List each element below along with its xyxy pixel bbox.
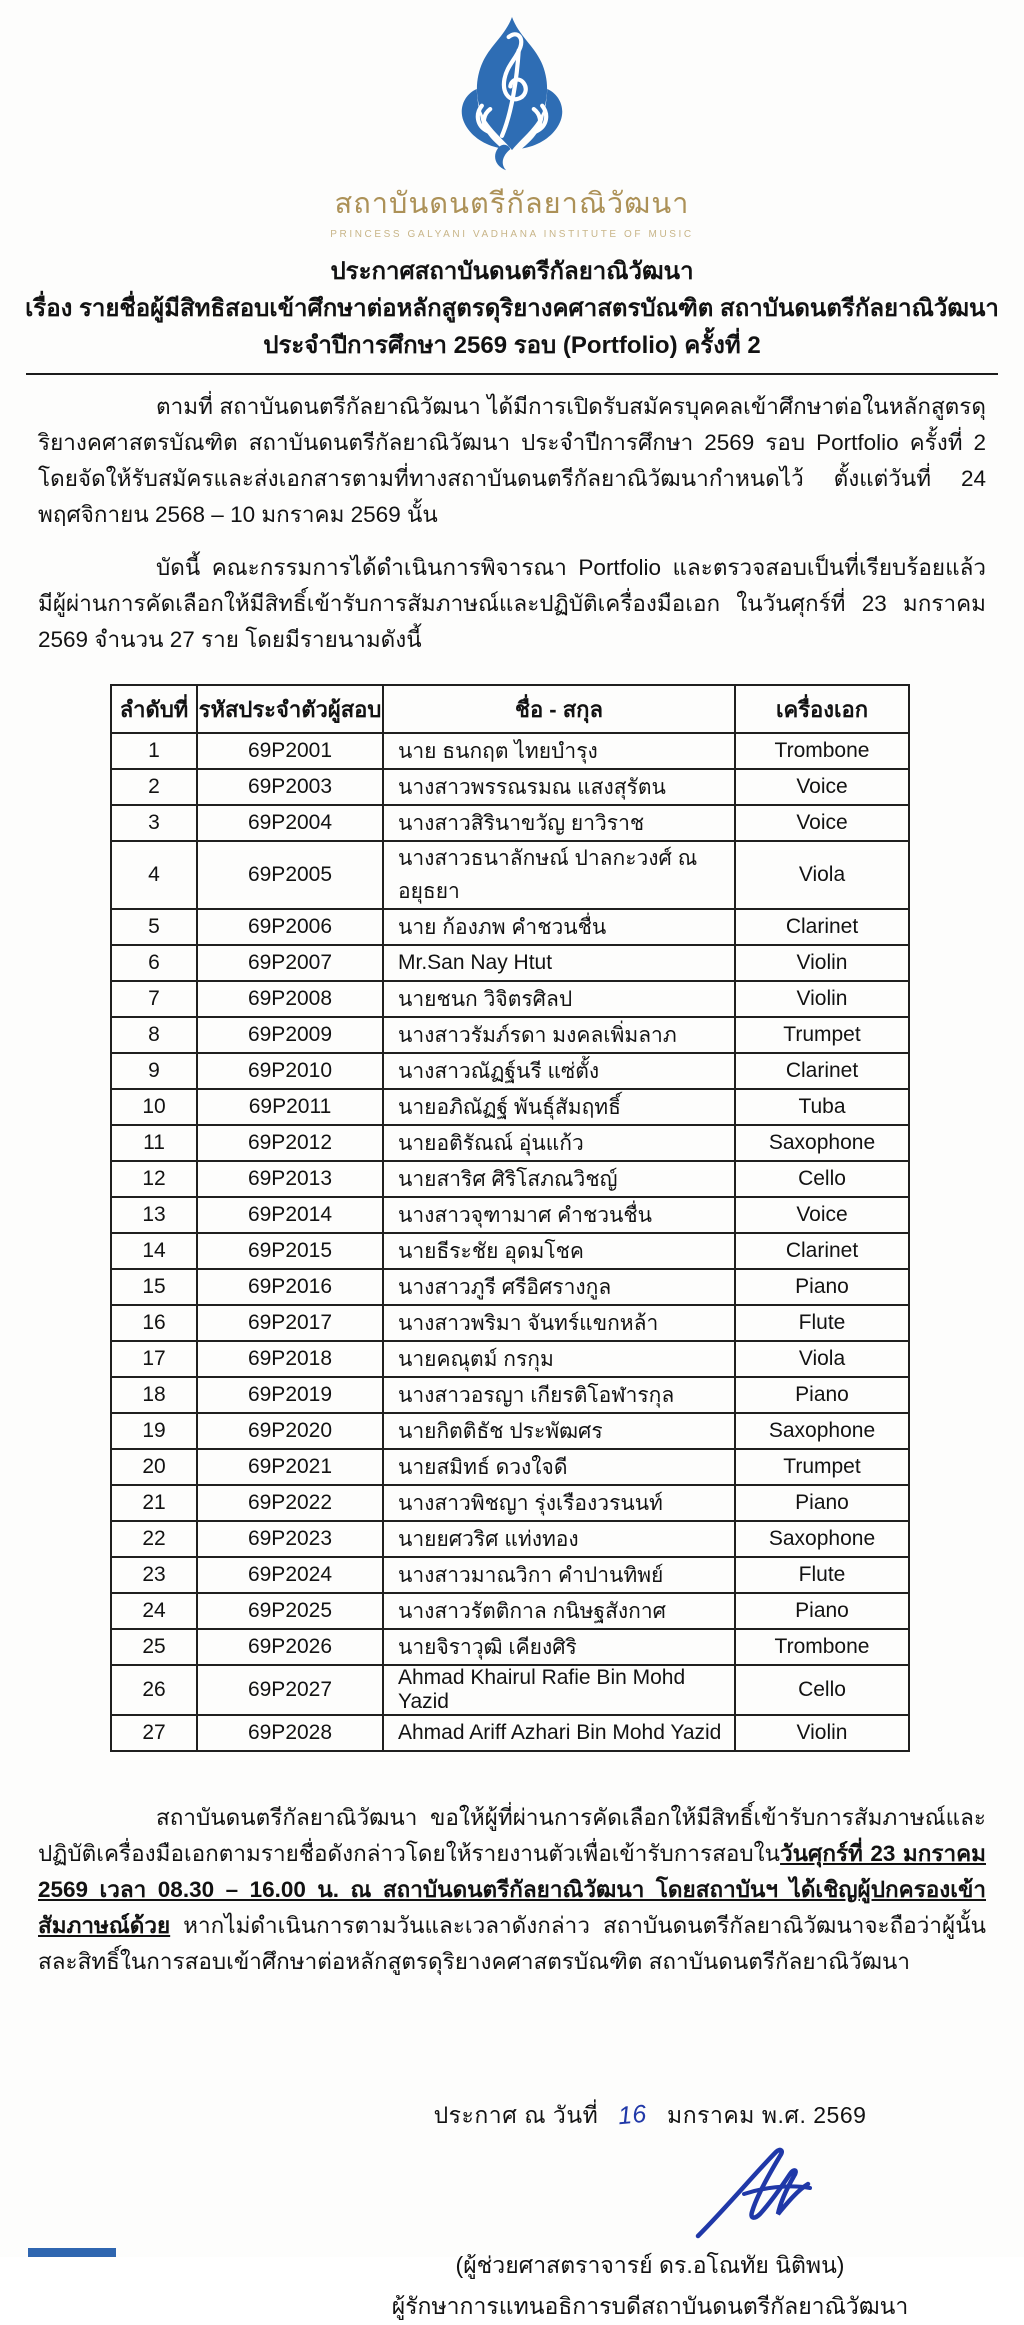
cell-name: นายชนก วิจิตรศิลป — [383, 981, 735, 1017]
cell-order: 3 — [111, 805, 197, 841]
cell-name: นายธีระชัย อุดมโชค — [383, 1233, 735, 1269]
cell-instrument: Violin — [735, 945, 909, 981]
cell-order: 2 — [111, 769, 197, 805]
table-row — [111, 1089, 909, 1125]
cell-exam-id: 69P2008 — [197, 981, 383, 1017]
table-row — [111, 981, 909, 1017]
cell-name: นายสาริศ ศิริโสภณวิชญ์ — [383, 1161, 735, 1197]
cell-instrument: Viola — [735, 1341, 909, 1377]
cell-order: 17 — [111, 1341, 197, 1377]
paragraph-result-text: บัดนี้ คณะกรรมการได้ดำเนินการพิจารณา Portfolio และตรวจสอบเป็นที่เรียบร้อยแล้ว มีผู้ผ่านการคัดเลือกให้มีสิทธิ์เข้ารับการสัมภาษณ์และปฏิบัติเครื่องมือเอก ในวันศุกร์ที่ 23 มกราคม 2569 จำนวน 27 ราย โดยมีรายนามดังนี้ — [38, 555, 986, 652]
cell-order: 7 — [111, 981, 197, 1017]
cell-exam-id: 69P2007 — [197, 945, 383, 981]
cell-exam-id: 69P2021 — [197, 1449, 383, 1485]
cell-order: 6 — [111, 945, 197, 981]
cell-order: 26 — [111, 1665, 197, 1715]
paragraph-result — [38, 550, 986, 658]
table-row — [111, 1233, 909, 1269]
cell-instrument: Trumpet — [735, 1017, 909, 1053]
table-row — [111, 1377, 909, 1413]
cell-name: นาย ธนกฤต ไทยบำรุง — [383, 733, 735, 769]
cell-exam-id: 69P2017 — [197, 1305, 383, 1341]
table-row — [111, 1449, 909, 1485]
table-row — [111, 1053, 909, 1089]
cell-instrument: Flute — [735, 1305, 909, 1341]
table-header-row — [111, 685, 909, 733]
cell-exam-id: 69P2009 — [197, 1017, 383, 1053]
table-row — [111, 1017, 909, 1053]
handwritten-day: 16 — [617, 2099, 649, 2131]
cell-instrument: Voice — [735, 769, 909, 805]
cell-order: 8 — [111, 1017, 197, 1053]
cell-exam-id: 69P2023 — [197, 1521, 383, 1557]
cell-name: นางสาวรัตติกาล กนิษฐสังกาศ — [383, 1593, 735, 1629]
table-row — [111, 1197, 909, 1233]
cell-order: 20 — [111, 1449, 197, 1485]
cell-name: Ahmad Ariff Azhari Bin Mohd Yazid — [383, 1715, 735, 1751]
col-header-instrument: เครื่องเอก — [735, 685, 909, 733]
cell-exam-id: 69P2020 — [197, 1413, 383, 1449]
table-row — [111, 1715, 909, 1751]
cell-instrument: Voice — [735, 1197, 909, 1233]
signature-block — [292, 2098, 1008, 2325]
cell-instrument: Trombone — [735, 1629, 909, 1665]
cell-order: 14 — [111, 1233, 197, 1269]
cell-name: นายคณุตม์ กรกุม — [383, 1341, 735, 1377]
announcement-round: ประจำปีการศึกษา 2569 รอบ (Portfolio) ครั้งที่ 2 — [263, 332, 761, 359]
col-header-exam-id: รหัสประจำตัวผู้สอบ — [197, 685, 383, 733]
cell-exam-id: 69P2015 — [197, 1233, 383, 1269]
cell-instrument: Saxophone — [735, 1413, 909, 1449]
announcement-subject: เรื่อง รายชื่อผู้มีสิทธิสอบเข้าศึกษาต่อหลักสูตรดุริยางคศาสตรบัณฑิต สถาบันดนตรีกัลยาณิวัฒนา — [25, 295, 999, 322]
table-row — [111, 733, 909, 769]
signature-ink-icon — [692, 2144, 842, 2240]
cell-exam-id: 69P2005 — [197, 841, 383, 909]
table-row — [111, 1485, 909, 1521]
paragraph-closing — [38, 1800, 986, 1980]
cell-name: นายกิตติธัช ประพัฒศร — [383, 1413, 735, 1449]
cell-name: Mr.San Nay Htut — [383, 945, 735, 981]
cell-exam-id: 69P2004 — [197, 805, 383, 841]
date-prefix: ประกาศ ณ วันที่ — [433, 2102, 599, 2128]
cell-order: 11 — [111, 1125, 197, 1161]
cell-name: นางสาวอรญา เกียรติโอฬารกุล — [383, 1377, 735, 1413]
cell-name: นายอภิณัฏฐ์ พันธุ์สัมฤทธิ์ — [383, 1089, 735, 1125]
col-header-name: ชื่อ - สกุล — [383, 685, 735, 733]
cell-instrument: Flute — [735, 1557, 909, 1593]
col-header-order: ลำดับที่ — [111, 685, 197, 733]
table-row — [111, 1665, 909, 1715]
cell-exam-id: 69P2016 — [197, 1269, 383, 1305]
cell-name: นางสาวธนาลักษณ์ ปาลกะวงศ์ ณ อยุธยา — [383, 841, 735, 909]
institute-name-thai: สถาบันดนตรีกัลยาณิวัฒนา — [334, 188, 690, 220]
cell-order: 15 — [111, 1269, 197, 1305]
cell-instrument: Cello — [735, 1665, 909, 1715]
cell-order: 9 — [111, 1053, 197, 1089]
cell-exam-id: 69P2019 — [197, 1377, 383, 1413]
cell-exam-id: 69P2012 — [197, 1125, 383, 1161]
table-row — [111, 1125, 909, 1161]
cell-order: 10 — [111, 1089, 197, 1125]
cell-exam-id: 69P2018 — [197, 1341, 383, 1377]
cell-name: นางสาวพริมา จันทร์แขกหล้า — [383, 1305, 735, 1341]
cell-order: 12 — [111, 1161, 197, 1197]
cell-instrument: Piano — [735, 1593, 909, 1629]
cell-order: 13 — [111, 1197, 197, 1233]
cell-exam-id: 69P2028 — [197, 1715, 383, 1751]
cell-order: 21 — [111, 1485, 197, 1521]
table-row — [111, 1305, 909, 1341]
date-suffix: มกราคม พ.ศ. 2569 — [667, 2102, 867, 2128]
cell-order: 23 — [111, 1557, 197, 1593]
document-title-block — [0, 253, 1024, 364]
cell-name: นายสมิทธ์ ดวงใจดี — [383, 1449, 735, 1485]
cell-name: นางสาวจุฑามาศ คำชวนชื่น — [383, 1197, 735, 1233]
cell-order: 27 — [111, 1715, 197, 1751]
cell-exam-id: 69P2022 — [197, 1485, 383, 1521]
table-row — [111, 1629, 909, 1665]
cell-order: 4 — [111, 841, 197, 909]
cell-instrument: Trombone — [735, 733, 909, 769]
cell-instrument: Piano — [735, 1269, 909, 1305]
table-row — [111, 1557, 909, 1593]
closing-text-2: หากไม่ดำเนินการตามวันและเวลาดังกล่าว สถาบันดนตรีกัลยาณิวัฒนาจะถือว่าผู้นั้นสละสิทธิ์ในการสอบเข้าศึกษาต่อหลักสูตรดุริยางคศาสตรบัณฑิต สถาบันดนตรีกัลยาณิวัฒนา — [38, 1913, 986, 1974]
bottom-left-blue-bar — [28, 2248, 116, 2257]
cell-order: 24 — [111, 1593, 197, 1629]
table-row — [111, 909, 909, 945]
table-row — [111, 805, 909, 841]
cell-name: นางสาวพิชญา รุ่งเรืองวรนนท์ — [383, 1485, 735, 1521]
cell-exam-id: 69P2006 — [197, 909, 383, 945]
table-row — [111, 1413, 909, 1449]
signatory-name: (ผู้ช่วยศาสตราจารย์ ดร.อโณทัย นิติพน) — [455, 2252, 845, 2278]
closing-text-1: สถาบันดนตรีกัลยาณิวัฒนา ขอให้ผู้ที่ผ่านการคัดเลือกให้มีสิทธิ์เข้ารับการสัมภาษณ์และปฏิบัติเครื่องมือเอกตามรายชื่อดังกล่าวโดยให้รายงานตัวเพื่อเข้ารับการสอบใน — [38, 1805, 986, 1866]
cell-instrument: Violin — [735, 1715, 909, 1751]
table-row — [111, 945, 909, 981]
cell-order: 1 — [111, 733, 197, 769]
cell-name: นางสาวณัฏฐ์นรี แซ่ตั้ง — [383, 1053, 735, 1089]
cell-exam-id: 69P2010 — [197, 1053, 383, 1089]
letterhead — [0, 0, 1024, 240]
cell-order: 5 — [111, 909, 197, 945]
cell-exam-id: 69P2027 — [197, 1665, 383, 1715]
cell-name: นางสาวมาณวิกา คำปานทิพย์ — [383, 1557, 735, 1593]
table-row — [111, 1161, 909, 1197]
cell-name: นางสาวพรรณรมณ แสงสุรัตน — [383, 769, 735, 805]
candidate-table — [110, 684, 910, 1752]
cell-name: นาย ก้องภพ คำชวนชื่น — [383, 909, 735, 945]
announcement-date-line — [292, 2098, 1008, 2134]
cell-instrument: Viola — [735, 841, 909, 909]
cell-name: นางสาวรัมภ์รดา มงคลเพิ่มลาภ — [383, 1017, 735, 1053]
cell-order: 18 — [111, 1377, 197, 1413]
table-row — [111, 1341, 909, 1377]
cell-instrument: Piano — [735, 1485, 909, 1521]
institute-name-english: PRINCESS GALYANI VADHANA INSTITUTE OF MUSIC — [330, 229, 694, 240]
cell-instrument: Piano — [735, 1377, 909, 1413]
cell-name: นายอติรัณณ์ อุ่นแก้ว — [383, 1125, 735, 1161]
cell-instrument: Clarinet — [735, 909, 909, 945]
cell-exam-id: 69P2024 — [197, 1557, 383, 1593]
cell-order: 22 — [111, 1521, 197, 1557]
table-row — [111, 1593, 909, 1629]
paragraph-intro — [38, 389, 986, 533]
announcement-heading: ประกาศสถาบันดนตรีกัลยาณิวัฒนา — [330, 258, 694, 285]
institute-logo-icon — [445, 10, 579, 178]
cell-instrument: Tuba — [735, 1089, 909, 1125]
closing-text-emphasis: วันศุกร์ที่ 23 มกราคม 2569 เวลา 08.30 – 16.00 น. ณ สถาบันดนตรีกัลยาณิวัฒนา โดยสถาบันฯ ได้เชิญผู้ปกครองเข้าสัมภาษณ์ด้วย — [38, 1841, 986, 1938]
cell-name: Ahmad Khairul Rafie Bin Mohd Yazid — [383, 1665, 735, 1715]
cell-instrument: Clarinet — [735, 1053, 909, 1089]
cell-instrument: Clarinet — [735, 1233, 909, 1269]
cell-name: นางสาวสิรินาขวัญ ยาวิราช — [383, 805, 735, 841]
cell-exam-id: 69P2003 — [197, 769, 383, 805]
cell-exam-id: 69P2026 — [197, 1629, 383, 1665]
cell-instrument: Trumpet — [735, 1449, 909, 1485]
cell-exam-id: 69P2001 — [197, 733, 383, 769]
table-row — [111, 1521, 909, 1557]
cell-exam-id: 69P2011 — [197, 1089, 383, 1125]
cell-order: 16 — [111, 1305, 197, 1341]
divider-line — [26, 373, 998, 375]
cell-instrument: Cello — [735, 1161, 909, 1197]
cell-order: 19 — [111, 1413, 197, 1449]
cell-exam-id: 69P2013 — [197, 1161, 383, 1197]
cell-instrument: Saxophone — [735, 1521, 909, 1557]
table-row — [111, 769, 909, 805]
cell-name: นายยศวริศ แท่งทอง — [383, 1521, 735, 1557]
cell-name: นายจิราวุฒิ เคียงศิริ — [383, 1629, 735, 1665]
cell-instrument: Violin — [735, 981, 909, 1017]
signatory-title: ผู้รักษาการแทนอธิการบดีสถาบันดนตรีกัลยาณิวัฒนา — [391, 2293, 909, 2319]
cell-exam-id: 69P2025 — [197, 1593, 383, 1629]
paragraph-intro-text: ตามที่ สถาบันดนตรีกัลยาณิวัฒนา ได้มีการเปิดรับสมัครบุคคลเข้าศึกษาต่อในหลักสูตรดุริยางคศาสตรบัณฑิต สถาบันดนตรีกัลยาณิวัฒนา ประจำปีการศึกษา 2569 รอบ Portfolio ครั้งที่ 2 โดยจัดให้รับสมัครและส่งเอกสารตามที่ทางสถาบันดนตรีกัลยาณิวัฒนากำหนดไว้ ตั้งแต่วันที่ 24 พฤศจิกายน 2568 – 10 มกราคม 2569 นั้น — [38, 394, 986, 527]
cell-instrument: Saxophone — [735, 1125, 909, 1161]
cell-instrument: Voice — [735, 805, 909, 841]
cell-name: นางสาวภูรี ศรีอิศรางกูล — [383, 1269, 735, 1305]
table-row — [111, 1269, 909, 1305]
cell-order: 25 — [111, 1629, 197, 1665]
cell-exam-id: 69P2014 — [197, 1197, 383, 1233]
table-row — [111, 841, 909, 909]
